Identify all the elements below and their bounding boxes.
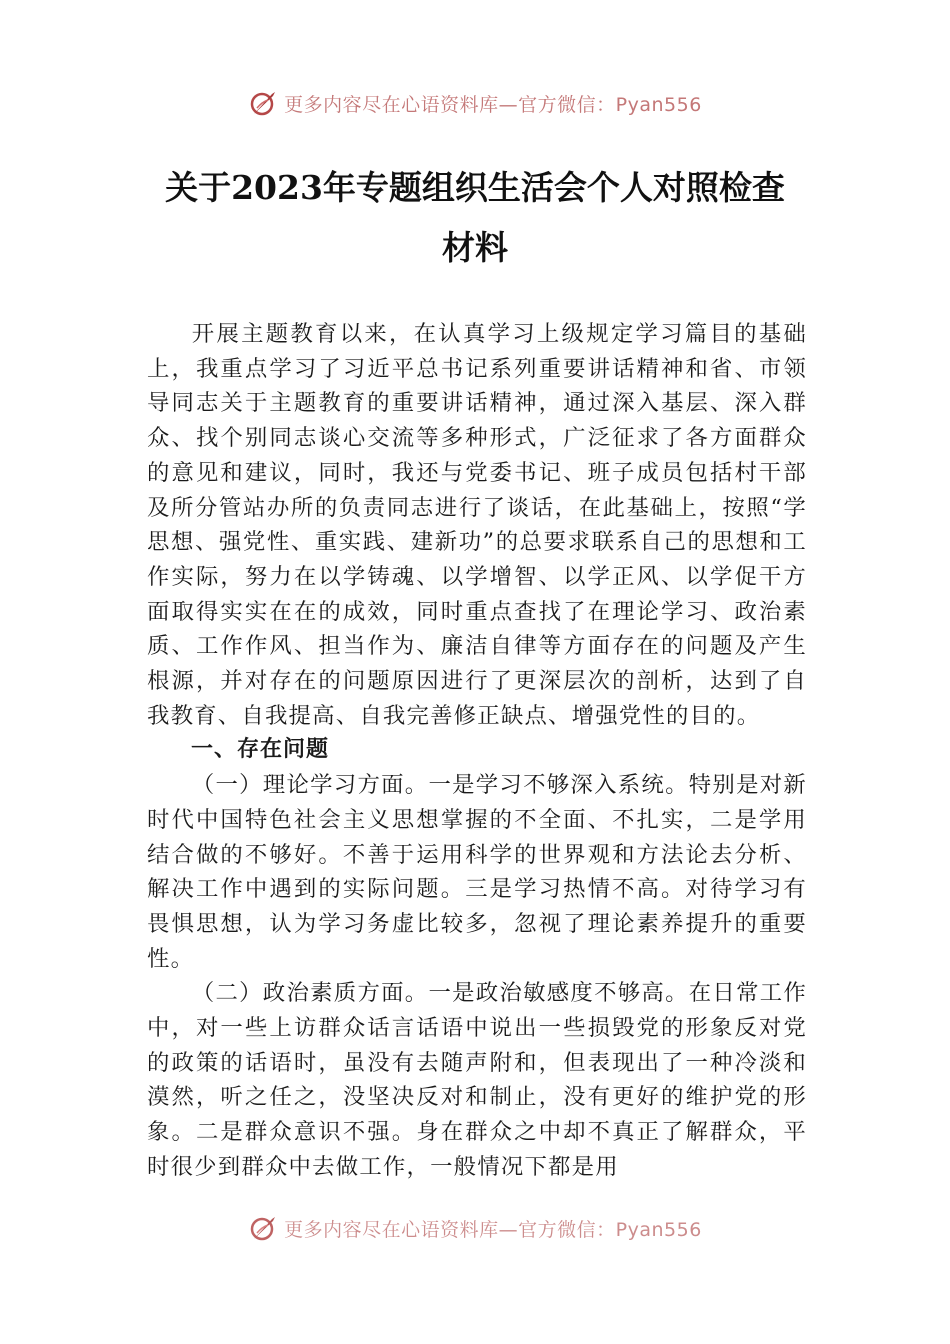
intro-paragraph: 开展主题教育以来，在认真学习上级规定学习篇目的基础上，我重点学习了习近平总书记系列重要讲话精神和省、市领导同志关于主题教育的重要讲话精神，通过深入基层、深入群众、找个别同志谈心交流等多种形式，广泛征求了各方面群众的意见和建议，同时，我还与党委书记、班子成员包括村干部及所分管站办所的负责同志进行了谈话，在此基础上，按照“学思想、强党性、重实践、建新功”的总要求联系自己的思想和工作实际，努力在以学铸魂、以学增智、以学正风、以学促干方面取得实实在在的成效，同时重点查找了在理论学习、政治素质、工作作风、担当作为、廉洁自律等方面存在的问题及产生根源，并对存在的问题原因进行了更深层次的剖析，达到了自我教育、自我提高、自我完善修正缺点、增强党性的目的。 xyxy=(147,321,807,729)
watermark-footer xyxy=(0,1211,950,1245)
document-title-line-2: 材料 xyxy=(442,228,508,267)
watermark-header xyxy=(0,86,950,120)
quill-logo-icon xyxy=(248,1213,278,1243)
document-body xyxy=(147,317,807,1217)
section-heading-problems: 一、存在问题 xyxy=(191,737,330,763)
quill-logo-icon xyxy=(248,88,278,118)
watermark-text: 更多内容尽在心语资料库—官方微信：Pyan556 xyxy=(284,93,702,116)
document-title-line-1: 关于2023年专题组织生活会个人对照检查 xyxy=(165,168,785,207)
paragraph-political-quality: （二）政治素质方面。一是政治敏感度不够高。在日常工作中，对一些上访群众话言话语中说出一些损毁党的形象反对党的政策的话语时，虽没有去随声附和，但表现出了一种冷淡和漠然，听之任之，没坚决反对和制止，没有更好的维护党的形象。二是群众意识不强。身在群众之中却不真正了解群众，平时很少到群众中去做工作，一般情况下都是用 xyxy=(147,980,807,1180)
paragraph-theory-study: （一）理论学习方面。一是学习不够深入系统。特别是对新时代中国特色社会主义思想掌握的不全面、不扎实，二是学用结合做的不够好。不善于运用科学的世界观和方法论去分析、解决工作中遇到的实际问题。三是学习热情不高。对待学习有畏惧思想，认为学习务虚比较多，忽视了理论素养提升的重要性。 xyxy=(147,772,807,972)
watermark-text: 更多内容尽在心语资料库—官方微信：Pyan556 xyxy=(284,1218,702,1241)
